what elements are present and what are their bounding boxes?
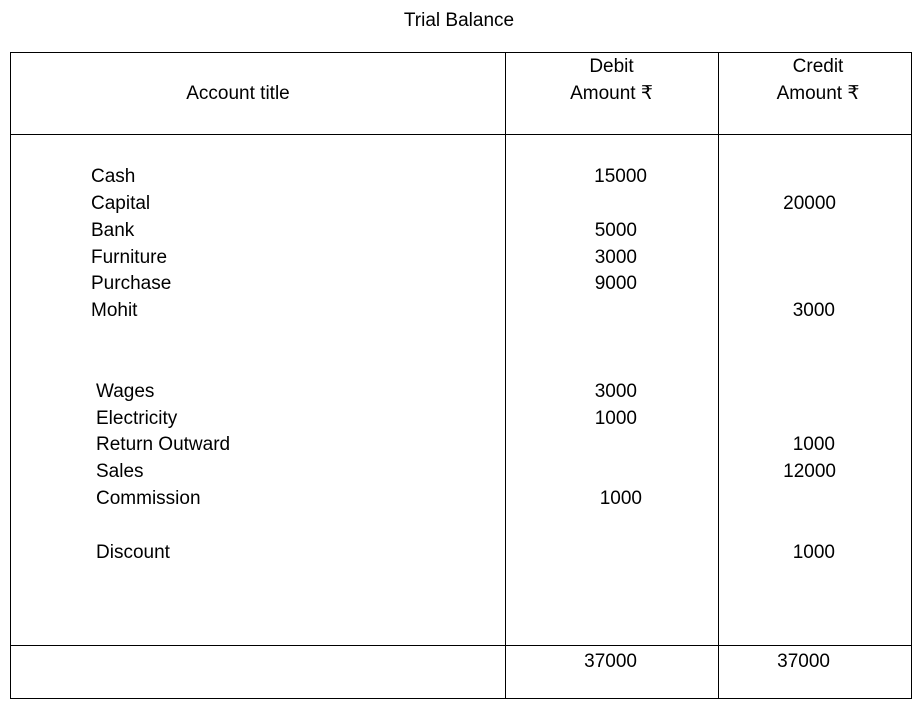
header-credit-unit: Amount ₹ bbox=[776, 83, 860, 104]
header-debit-label: Debit bbox=[589, 56, 634, 77]
table-row bbox=[11, 217, 911, 244]
trial-balance-table bbox=[10, 52, 912, 699]
debit-amount: 3000 bbox=[594, 247, 637, 268]
account-name: Mohit bbox=[91, 300, 138, 321]
account-name: Wages bbox=[96, 381, 155, 402]
header-divider bbox=[11, 134, 911, 135]
debit-amount: 1000 bbox=[594, 408, 637, 429]
total-debit: 37000 bbox=[584, 651, 637, 672]
credit-amount: 1000 bbox=[792, 434, 835, 455]
debit-amount: 1000 bbox=[599, 488, 642, 509]
total-credit: 37000 bbox=[777, 651, 830, 672]
credit-amount: 1000 bbox=[792, 542, 835, 563]
credit-amount: 12000 bbox=[783, 461, 836, 482]
table-row bbox=[11, 378, 911, 405]
header-debit-unit: Amount ₹ bbox=[570, 83, 653, 104]
header-account-title: Account title bbox=[186, 83, 290, 104]
account-name: Cash bbox=[91, 166, 136, 187]
debit-amount: 9000 bbox=[594, 273, 637, 294]
account-name: Discount bbox=[96, 542, 170, 563]
credit-amount: 3000 bbox=[792, 300, 835, 321]
debit-amount: 5000 bbox=[594, 220, 637, 241]
table-row bbox=[11, 539, 911, 566]
account-name: Commission bbox=[96, 488, 201, 509]
table-row bbox=[11, 485, 911, 512]
table-row bbox=[11, 244, 911, 271]
account-name: Bank bbox=[91, 220, 135, 241]
header-credit-label: Credit bbox=[792, 56, 844, 77]
table-row bbox=[11, 405, 911, 432]
column-divider-debit bbox=[505, 53, 506, 698]
page-title: Trial Balance bbox=[403, 10, 515, 31]
table-row bbox=[11, 431, 911, 458]
account-name: Sales bbox=[96, 461, 144, 482]
credit-amount: 20000 bbox=[783, 193, 836, 214]
account-name: Purchase bbox=[91, 273, 172, 294]
account-name: Electricity bbox=[96, 408, 178, 429]
header-debit bbox=[505, 53, 718, 107]
totals-divider bbox=[11, 645, 911, 646]
header-credit bbox=[718, 53, 918, 107]
account-name: Return Outward bbox=[96, 434, 231, 455]
debit-amount: 15000 bbox=[594, 166, 647, 187]
account-name: Furniture bbox=[91, 247, 168, 268]
table-row bbox=[11, 458, 911, 485]
column-divider-credit bbox=[718, 53, 719, 698]
table-row bbox=[11, 270, 911, 297]
table-row bbox=[11, 163, 911, 190]
table-row bbox=[11, 297, 911, 324]
table-row bbox=[11, 190, 911, 217]
account-name: Capital bbox=[91, 193, 151, 214]
debit-amount: 3000 bbox=[594, 381, 637, 402]
